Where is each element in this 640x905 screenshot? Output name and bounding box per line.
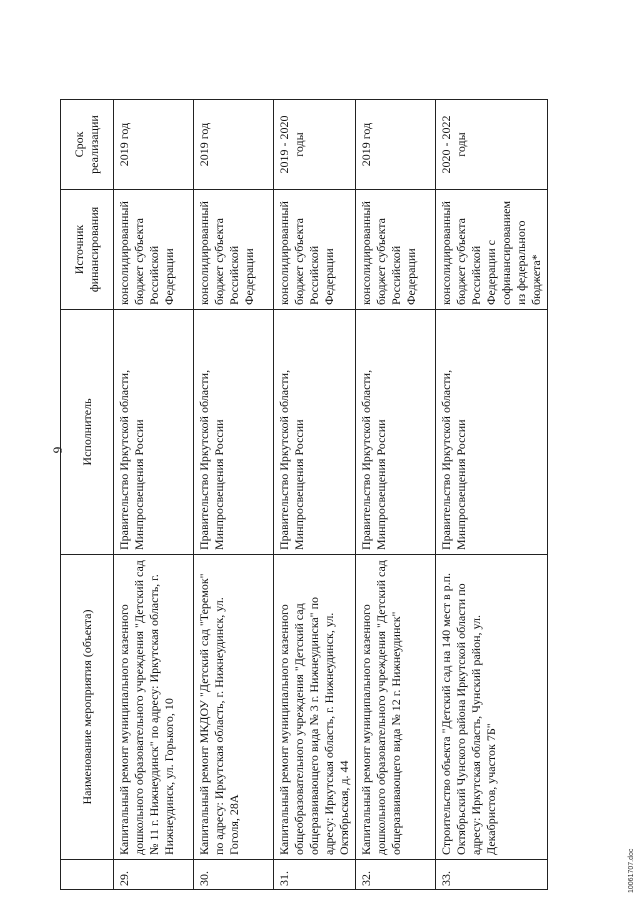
header-source: Источник финансирования [61,190,114,310]
row-number: 32. [356,860,436,890]
row-period: 2019 год [114,100,194,190]
row-name: Капитальный ремонт муниципального казенного дошкольного образовательного учреждения "Детский сад общеразвивающего вида № 12 г. Нижнеудинск" [356,555,436,860]
header-num [61,860,114,890]
row-name: Капитальный ремонт муниципального казенного дошкольного образовательного учреждения "Детский сад № 11 г. Нижнеудинск" по адресу: Иркутская область, г. Нижнеудинск, ул. Горького, 10 [114,555,194,860]
row-number: 31. [274,860,356,890]
row-period: 2020 - 2022 годы [436,100,548,190]
row-source: консолидированный бюджет субъекта Российской Федерации [114,190,194,310]
row-source: консолидированный бюджет субъекта Российской Федерации [356,190,436,310]
row-number: 29. [114,860,194,890]
row-executor: Правительство Иркутской области, Минпросвещения России [114,310,194,555]
row-executor: Правительство Иркутской области, Минпросвещения России [436,310,548,555]
row-number: 30. [194,860,274,890]
row-executor: Правительство Иркутской области, Минпросвещения России [356,310,436,555]
table-row [436,100,548,890]
table-row [356,100,436,890]
header-executor: Исполнитель [61,310,114,555]
row-source: консолидированный бюджет субъекта Российской Федерации [274,190,356,310]
row-source: консолидированный бюджет субъекта Российской Федерации с софинансированием из федерального бюджета* [436,190,548,310]
row-executor: Правительство Иркутской области, Минпросвещения России [274,310,356,555]
row-number: 33. [436,860,548,890]
row-period: 2019 год [356,100,436,190]
row-period: 2019 - 2020 годы [274,100,356,190]
row-source: консолидированный бюджет субъекта Российской Федерации [194,190,274,310]
measures-table [60,99,548,890]
row-name: Капитальный ремонт муниципального казенного общеобразовательного учреждения "Детский сад общеразвивающего вида № 3 г. Нижнеудинска" по адресу: Иркутская область, г. Нижнеудинск, ул. Октябрьская, д. 44 [274,555,356,860]
row-name: Строительство объекта "Детский сад на 140 мест в р.п. Октябрьский Чунского района Иркутской области по адресу: Иркутская область, Чунский район, ул. Декабристов, участок 7Б" [436,555,548,860]
header-period: Срок реализации [61,100,114,190]
row-name: Капитальный ремонт МКДОУ "Детский сад "Теремок" по адресу: Иркутская область, г. Нижнеудинск, ул. Гоголя, 28А [194,555,274,860]
header-name: Наименование мероприятия (объекта) [61,555,114,860]
table-row [114,100,194,890]
table-row [274,100,356,890]
row-executor: Правительство Иркутской области, Минпросвещения России [194,310,274,555]
table-row [194,100,274,890]
row-period: 2019 год [194,100,274,190]
page-number: 9 [50,446,65,454]
table-header-row [61,100,114,890]
file-stamp: 10061707.doc [628,848,635,893]
